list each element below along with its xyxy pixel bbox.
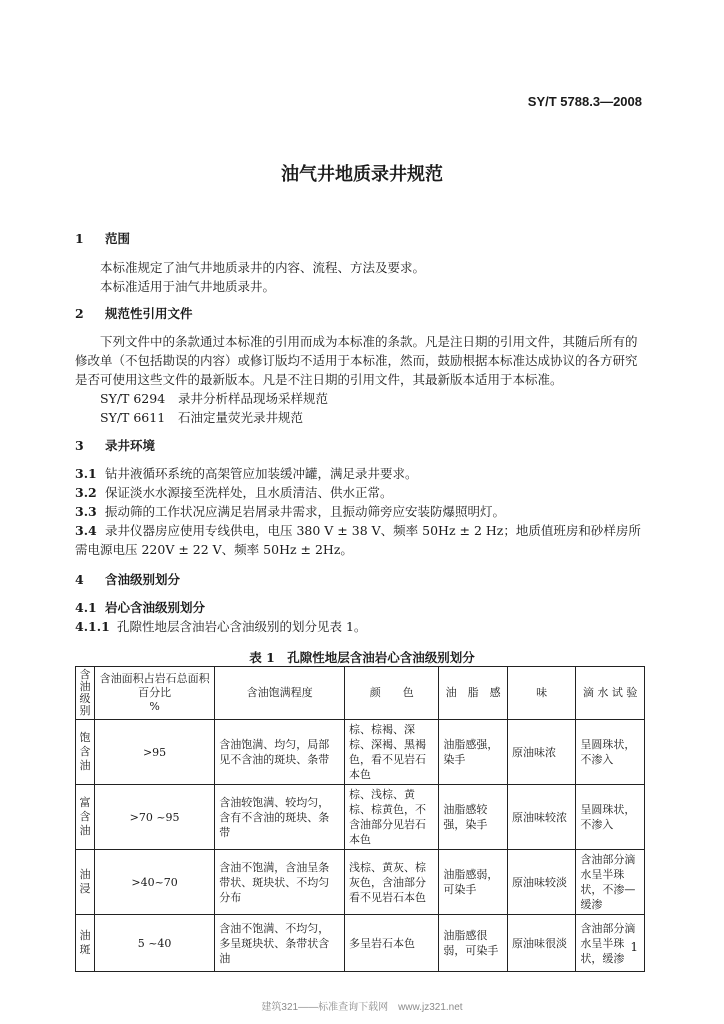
clause-number: 3.1 [75, 466, 97, 481]
cell-odor: 油脂感很弱，可染手 [439, 915, 508, 972]
cell-drip-test: 呈圆珠状，不渗入 [576, 720, 645, 785]
section-title: 规范性引用文件 [105, 306, 193, 321]
page-number: 1 [630, 940, 638, 954]
cell-saturation: 含油较饱满、较均匀，含有不含油的斑块、条带 [215, 785, 345, 850]
section-number: 4 [75, 572, 84, 587]
footer-watermark: 建筑321——标准查询下载网 www.jz321.net [261, 1002, 463, 1013]
cell-color: 棕、棕褐、深棕、深褐、黑褐色，看不见岩石本色 [345, 720, 439, 785]
paragraph: 下列文件中的条款通过本标准的引用而成为本标准的条款。凡是注日期的引用文件，其随后所有的修改单（不包括勘误的内容）或修订版均不适用于本标准，然而，鼓励根据本标准达成协议的各方研究是否可使用这些文件的最新版本。凡是不注日期的引用文件，其最新版本适用于本标准。 [75, 334, 638, 387]
clause [75, 617, 647, 636]
section-scope [75, 229, 647, 296]
cell-taste: 原油味浓 [507, 720, 575, 785]
standard-number: SY/T 5788.3—2008 [527, 94, 642, 109]
cell-level: 油斑 [76, 915, 95, 972]
clause [75, 464, 647, 483]
reference-code: SY/T 6611 [100, 410, 166, 425]
section-title: 录井环境 [105, 438, 156, 453]
clause-text: 钻井液循环系统的高架管应加装缓冲罐，满足录井要求。 [105, 466, 418, 481]
header-odor: 油 脂 感 [439, 667, 508, 720]
subsection-title: 岩心含油级别划分 [105, 600, 206, 615]
cell-taste: 原油味很淡 [507, 915, 575, 972]
clause [75, 483, 647, 502]
subsection-heading [75, 598, 647, 617]
cell-area: >40~70 [94, 850, 214, 915]
clause [75, 521, 647, 559]
cell-level: 饱含油 [76, 720, 95, 785]
paragraph: 本标准适用于油气井地质录井。 [100, 279, 276, 294]
reference-title: 录井分析样品现场采样规范 [178, 391, 329, 406]
oil-level-table [75, 666, 645, 972]
section-heading [75, 304, 647, 323]
cell-area: 5 ~40 [94, 915, 214, 972]
table-header-row [76, 667, 645, 720]
cell-saturation: 含油不饱满、不均匀，多呈斑块状、条带状含油 [215, 915, 345, 972]
cell-drip-test: 呈圆珠状，不渗入 [576, 785, 645, 850]
section-number: 3 [75, 438, 84, 453]
header-area-unit: % [149, 700, 160, 713]
section-number: 2 [75, 306, 84, 321]
clause-number: 4.1.1 [75, 619, 110, 634]
header-area: 含油面积占岩石总面积百分比 % [94, 667, 214, 720]
table-row [76, 915, 645, 972]
subsection-number: 4.1 [75, 600, 97, 615]
header-saturation: 含油饱满程度 [215, 667, 345, 720]
cell-color: 浅棕、黄灰、棕灰色，含油部分看不见岩石本色 [345, 850, 439, 915]
section-title: 含油级别划分 [105, 572, 181, 587]
table-row [76, 720, 645, 785]
cell-odor: 油脂感弱，可染手 [439, 850, 508, 915]
section-title: 范围 [105, 231, 131, 246]
cell-odor: 油脂感较强，染手 [439, 785, 508, 850]
reference-title: 石油定量荧光录井规范 [178, 410, 304, 425]
clause-number: 3.3 [75, 504, 97, 519]
section-heading [75, 436, 647, 455]
section-heading [75, 570, 647, 589]
cell-color: 棕、浅棕、黄棕、棕黄色，不含油部分见岩石本色 [345, 785, 439, 850]
table-caption: 表 1 孔隙性地层含油岩心含油级别划分 [249, 650, 475, 665]
cell-drip-test: 含油部分滴水呈半珠状，不渗—缓渗 [576, 850, 645, 915]
table-row [76, 850, 645, 915]
cell-saturation: 含油不饱满，含油呈条带状、斑块状、不均匀分布 [215, 850, 345, 915]
header-color: 颜 色 [345, 667, 439, 720]
section-heading [75, 229, 647, 248]
cell-level: 油浸 [76, 850, 95, 915]
cell-odor: 油脂感强，染手 [439, 720, 508, 785]
header-taste: 味 [507, 667, 575, 720]
document-title: 油气井地质录井规范 [281, 164, 443, 185]
clause-text: 保证淡水水源接至洗样处，且水质清洁、供水正常。 [105, 485, 393, 500]
cell-taste: 原油味较淡 [507, 850, 575, 915]
header-level: 含油级别 [76, 667, 95, 720]
table-row [76, 785, 645, 850]
cell-area: >70 ~95 [94, 785, 214, 850]
section-number: 1 [75, 231, 84, 246]
cell-saturation: 含油饱满、均匀，局部见不含油的斑块、条带 [215, 720, 345, 785]
cell-area: >95 [94, 720, 214, 785]
section-oil-level [75, 570, 647, 636]
paragraph: 本标准规定了油气井地质录井的内容、流程、方法及要求。 [100, 260, 426, 275]
clause-number: 3.4 [75, 523, 97, 538]
cell-level: 富含油 [76, 785, 95, 850]
clause-text: 录井仪器房应使用专线供电，电压 380 V ± 38 V、频率 50Hz ± 2 Hz；地质值班房和砂样房所需电源电压 220V ± 22 V、频率 50Hz ± 2Hz。 [75, 523, 641, 557]
header-drip-test: 滴 水 试 验 [576, 667, 645, 720]
reference-item [75, 408, 647, 427]
clause-text: 振动筛的工作状况应满足岩屑录井需求，且振动筛旁应安装防爆照明灯。 [105, 504, 506, 519]
reference-item [75, 389, 647, 408]
section-normative-references [75, 304, 647, 427]
clause-number: 3.2 [75, 485, 97, 500]
cell-drip-test: 含油部分滴水呈半珠状，缓渗 [576, 915, 645, 972]
section-logging-environment [75, 436, 647, 559]
clause-text: 孔隙性地层含油岩心含油级别的划分见表 1。 [117, 619, 367, 634]
cell-taste: 原油味较浓 [507, 785, 575, 850]
reference-code: SY/T 6294 [100, 391, 166, 406]
clause [75, 502, 647, 521]
cell-color: 多呈岩石本色 [345, 915, 439, 972]
